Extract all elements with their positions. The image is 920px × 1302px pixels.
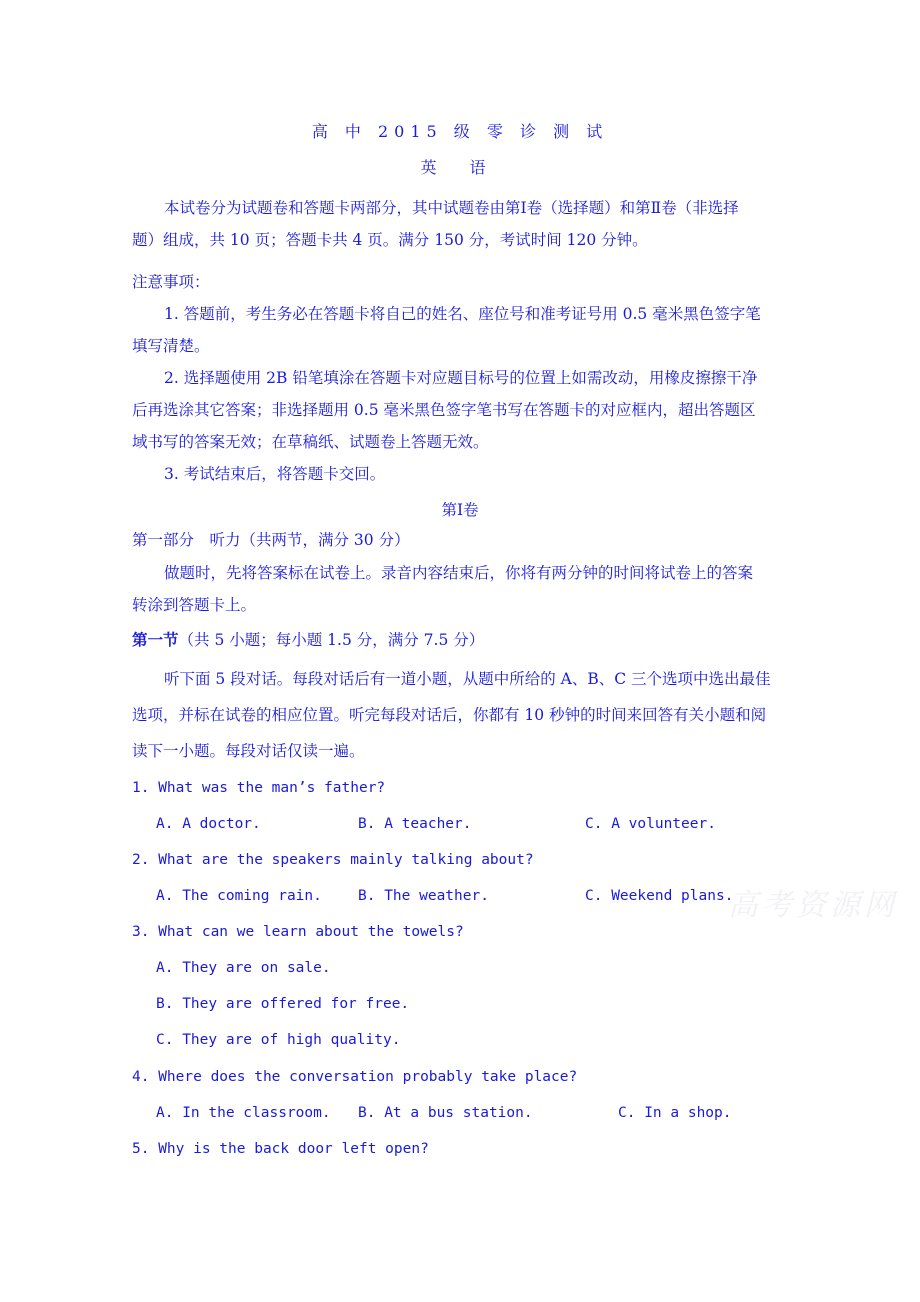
question-4-option-a: A. In the classroom. [156, 1105, 331, 1121]
question-2-option-b: B. The weather. [358, 888, 489, 904]
notice-item-2-line-3: 域书写的答案无效；在草稿纸、试题卷上答题无效。 [132, 433, 489, 451]
part1-instruction-line-1: 做题时，先将答案标在试卷上。录音内容结束后，你将有两分钟的时间将试卷上的答案 [164, 564, 754, 582]
notice-item-2-line-2: 后再选涂其它答案；非选择题用 0.5 毫米黑色签字笔书写在答题卡的对应框内，超出答题区 [132, 401, 756, 419]
notice-heading: 注意事项： [132, 273, 210, 291]
subject-title: 英 语 [420, 158, 500, 177]
question-1-option-b: B. A teacher. [358, 816, 472, 832]
section1-instruction-line-1: 听下面 5 段对话。每段对话后有一道小题，从题中所给的 A、B、C 三个选项中选出最佳 [164, 670, 771, 688]
intro-line-2: 题）组成，共 10 页；答题卡共 4 页。满分 150 分，考试时间 120 分钟。 [132, 231, 648, 249]
section1-heading [132, 630, 484, 650]
question-3-option-b: B. They are offered for free. [156, 996, 410, 1012]
question-4: 4. Where does the conversation probably take place? [132, 1069, 578, 1085]
question-2-option-c: C. Weekend plans. [585, 888, 734, 904]
section1-info: （共 5 小题；每小题 1.5 分，满分 7.5 分） [178, 631, 485, 649]
question-2-option-a: A. The coming rain. [156, 888, 322, 904]
part1-instruction-line-2: 转涂到答题卡上。 [132, 596, 257, 614]
question-1-option-c: C. A volunteer. [585, 816, 716, 832]
part1-heading: 第一部分 听力（共两节，满分 30 分） [132, 531, 410, 549]
notice-item-3: 3. 考试结束后，将答题卡交回。 [164, 465, 386, 483]
notice-item-1-line-1: 1. 答题前，考生务必在答题卡将自己的姓名、座位号和准考证号用 0.5 毫米黑色签字笔 [164, 305, 761, 323]
volume-heading: 第Ⅰ卷 [441, 501, 479, 519]
question-4-option-c: C. In a shop. [618, 1105, 732, 1121]
notice-item-2-line-1: 2. 选择题使用 2B 铅笔填涂在答题卡对应题目标号的位置上如需改动，用橡皮擦擦干净 [164, 369, 758, 387]
section1-instruction-line-3: 读下一小题。每段对话仅读一遍。 [132, 742, 365, 760]
section1-instruction-line-2: 选项，并标在试卷的相应位置。听完每段对话后，你都有 10 秒钟的时间来回答有关小题和阅 [132, 706, 767, 724]
question-1-option-a: A. A doctor. [156, 816, 261, 832]
question-4-option-b: B. At a bus station. [358, 1105, 533, 1121]
question-1: 1. What was the man’s father? [132, 780, 386, 796]
question-3-option-a: A. They are on sale. [156, 960, 331, 976]
section1-label: 第一节 [132, 630, 179, 649]
question-2: 2. What are the speakers mainly talking about? [132, 852, 534, 868]
exam-title: 高 中 2015 级 零 诊 测 试 [311, 122, 609, 141]
question-3: 3. What can we learn about the towels? [132, 924, 464, 940]
notice-item-1-line-2: 填写清楚。 [132, 337, 210, 355]
intro-line-1: 本试卷分为试题卷和答题卡两部分，其中试题卷由第Ⅰ卷（选择题）和第Ⅱ卷（非选择 [164, 199, 739, 217]
question-3-option-c: C. They are of high quality. [156, 1032, 401, 1048]
question-5: 5. Why is the back door left open? [132, 1141, 429, 1157]
watermark: 高考资源网 [728, 888, 898, 923]
